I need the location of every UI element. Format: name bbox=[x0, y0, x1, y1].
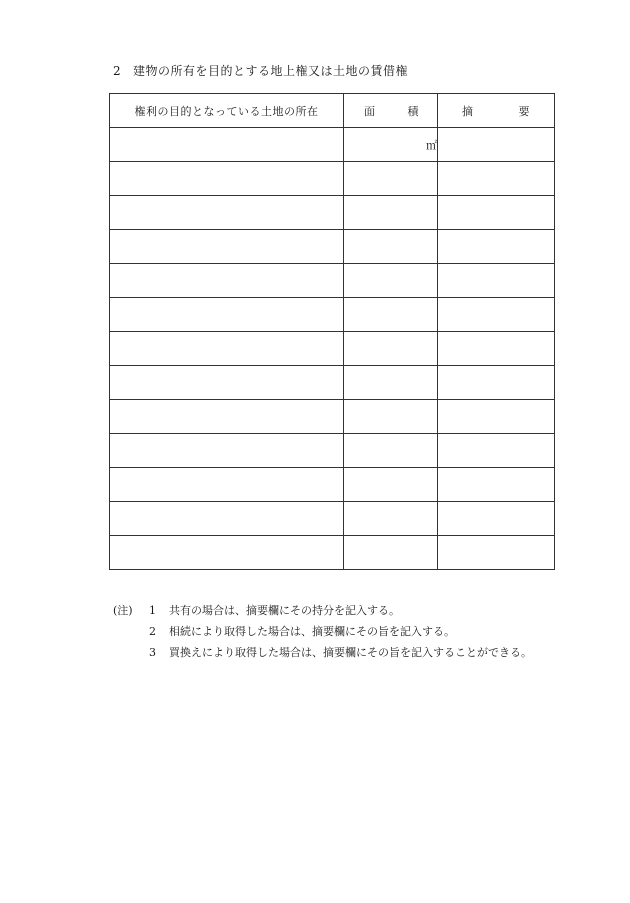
location-cell[interactable] bbox=[110, 298, 344, 332]
table-row bbox=[110, 502, 555, 536]
note-item bbox=[113, 621, 532, 642]
area-cell[interactable] bbox=[344, 366, 438, 400]
header-area-char-2: 積 bbox=[407, 104, 419, 118]
remarks-cell[interactable] bbox=[438, 230, 555, 264]
table-header-row bbox=[110, 94, 555, 128]
note-number: 1 bbox=[149, 604, 156, 617]
location-cell[interactable] bbox=[110, 434, 344, 468]
remarks-cell[interactable] bbox=[438, 536, 555, 570]
remarks-cell[interactable] bbox=[438, 434, 555, 468]
area-cell[interactable] bbox=[344, 434, 438, 468]
remarks-cell[interactable] bbox=[438, 502, 555, 536]
header-area bbox=[344, 94, 438, 128]
area-cell[interactable] bbox=[344, 196, 438, 230]
area-cell[interactable] bbox=[344, 400, 438, 434]
area-cell[interactable] bbox=[344, 468, 438, 502]
remarks-cell[interactable] bbox=[438, 264, 555, 298]
section-title: 建物の所有を目的とする地上権又は土地の賃借権 bbox=[133, 64, 409, 78]
header-location: 権利の目的となっている土地の所在 bbox=[110, 94, 344, 128]
area-cell[interactable] bbox=[344, 230, 438, 264]
area-cell[interactable] bbox=[344, 332, 438, 366]
table-row bbox=[110, 162, 555, 196]
location-cell[interactable] bbox=[110, 366, 344, 400]
table-row bbox=[110, 128, 555, 162]
remarks-cell[interactable] bbox=[438, 332, 555, 366]
note-item bbox=[113, 642, 532, 663]
table-row bbox=[110, 434, 555, 468]
remarks-cell[interactable] bbox=[438, 128, 555, 162]
area-cell[interactable] bbox=[344, 502, 438, 536]
remarks-cell[interactable] bbox=[438, 400, 555, 434]
remarks-cell[interactable] bbox=[438, 196, 555, 230]
location-cell[interactable] bbox=[110, 332, 344, 366]
remarks-cell[interactable] bbox=[438, 468, 555, 502]
header-remarks-char-1: 摘 bbox=[462, 104, 474, 118]
rights-table bbox=[109, 93, 555, 570]
area-cell[interactable] bbox=[344, 128, 438, 162]
notes-label: (注) bbox=[113, 604, 133, 617]
table-row bbox=[110, 230, 555, 264]
location-cell[interactable] bbox=[110, 468, 344, 502]
location-cell[interactable] bbox=[110, 162, 344, 196]
table-row bbox=[110, 332, 555, 366]
table-row bbox=[110, 196, 555, 230]
note-text: 共有の場合は、摘要欄にその持分を記入する。 bbox=[169, 604, 400, 617]
note-text: 買換えにより取得した場合は、摘要欄にその旨を記入することができる。 bbox=[169, 646, 532, 659]
area-unit: ㎡ bbox=[426, 138, 437, 152]
note-number: 3 bbox=[149, 646, 156, 659]
remarks-cell[interactable] bbox=[438, 298, 555, 332]
header-remarks-char-2: 要 bbox=[518, 104, 530, 118]
table-row bbox=[110, 366, 555, 400]
area-cell[interactable] bbox=[344, 536, 438, 570]
area-cell[interactable] bbox=[344, 162, 438, 196]
remarks-cell[interactable] bbox=[438, 366, 555, 400]
section-heading bbox=[113, 62, 408, 79]
table-row bbox=[110, 298, 555, 332]
area-cell[interactable] bbox=[344, 264, 438, 298]
note-number: 2 bbox=[149, 625, 156, 638]
note-text: 相続により取得した場合は、摘要欄にその旨を記入する。 bbox=[169, 625, 455, 638]
location-cell[interactable] bbox=[110, 400, 344, 434]
section-number: 2 bbox=[113, 64, 122, 78]
remarks-cell[interactable] bbox=[438, 162, 555, 196]
table-row bbox=[110, 536, 555, 570]
location-cell[interactable] bbox=[110, 502, 344, 536]
location-cell[interactable] bbox=[110, 536, 344, 570]
header-remarks bbox=[438, 94, 555, 128]
note-item bbox=[113, 600, 532, 621]
location-cell[interactable] bbox=[110, 230, 344, 264]
table-row bbox=[110, 400, 555, 434]
location-cell[interactable] bbox=[110, 264, 344, 298]
location-cell[interactable] bbox=[110, 128, 344, 162]
table-row bbox=[110, 468, 555, 502]
area-cell[interactable] bbox=[344, 298, 438, 332]
header-area-char-1: 面 bbox=[364, 104, 376, 118]
table-row bbox=[110, 264, 555, 298]
notes bbox=[113, 600, 532, 663]
location-cell[interactable] bbox=[110, 196, 344, 230]
